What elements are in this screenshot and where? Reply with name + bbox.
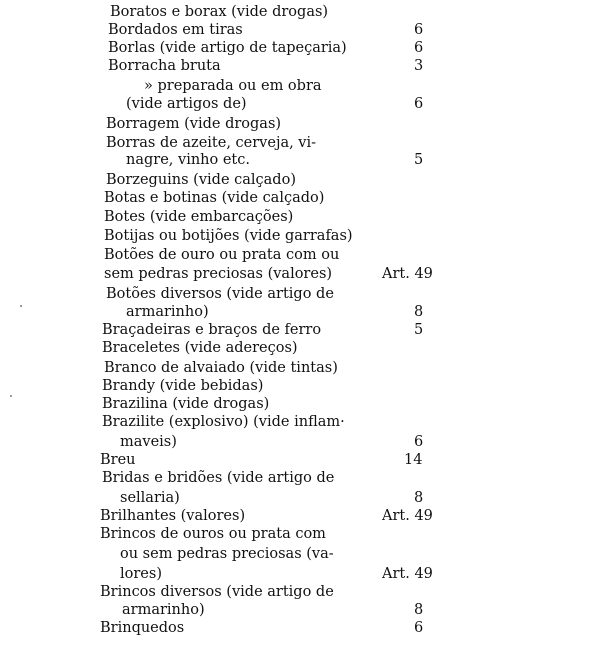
entry-value: 6 [414, 434, 424, 450]
entry-line: Brazilina (vide drogas) [102, 396, 270, 412]
dust-speck [20, 305, 22, 307]
entry-line: Brazilite (explosivo) (vide inflam· [102, 414, 345, 430]
entry-line: Brandy (vide bebidas) [102, 378, 264, 394]
entry-line: Borras de azeite, cerveja, vi- [106, 135, 317, 151]
entry-value: 5 [414, 152, 424, 168]
entry-line: Borzeguins (vide calçado) [106, 172, 296, 188]
entry-line: armarinho) [126, 304, 209, 320]
entry-value: 5 [414, 322, 424, 338]
entry-line: armarinho) [122, 602, 205, 618]
entry-line: Botas e botinas (vide calçado) [104, 190, 325, 206]
entry-line: » preparada ou em obra [144, 78, 322, 94]
entry-value: 6 [414, 40, 424, 56]
entry-line: Borracha bruta [108, 58, 221, 74]
entry-line: nagre, vinho etc. [126, 152, 250, 168]
entry-line: Botões diversos (vide artigo de [106, 286, 334, 302]
entry-line: Borragem (vide drogas) [106, 116, 282, 132]
entry-line: Borlas (vide artigo de tapeçaria) [108, 40, 347, 56]
entry-line: Bordados em tiras [108, 22, 243, 38]
entry-line: Brinquedos [100, 620, 185, 636]
entry-line: Botijas ou botijões (vide garrafas) [104, 228, 353, 244]
entry-line: Branco de alvaiado (vide tintas) [104, 360, 338, 376]
entry-line: Botões de ouro ou prata com ou [104, 247, 340, 263]
entry-value: 8 [414, 490, 424, 506]
entry-line: Braçadeiras e braços de ferro [102, 322, 322, 338]
dust-speck [10, 395, 12, 397]
entry-line: lores) [120, 566, 162, 582]
entry-line: Braceletes (vide adereços) [102, 340, 298, 356]
entry-line: Brilhantes (valores) [100, 508, 246, 524]
entry-line: Breu [100, 452, 136, 468]
entry-value: Art. 49 [382, 566, 433, 582]
entry-line: maveis) [120, 434, 177, 450]
entry-value: 6 [414, 96, 424, 112]
entry-line: Brincos diversos (vide artigo de [100, 584, 334, 600]
entry-value: 3 [414, 58, 424, 74]
entry-line: ou sem pedras preciosas (va- [120, 546, 334, 562]
entry-value: 8 [414, 304, 424, 320]
entry-value: 8 [414, 602, 424, 618]
entry-line: sellaria) [120, 490, 180, 506]
entry-value: 6 [414, 620, 424, 636]
entry-line: sem pedras preciosas (valores) [104, 266, 333, 282]
entry-value: Art. 49 [382, 266, 433, 282]
entry-line: Brincos de ouros ou prata com [100, 526, 326, 542]
entry-line: Botes (vide embarcações) [104, 209, 294, 225]
entry-value: 14 [404, 452, 423, 468]
entry-value: 6 [414, 22, 424, 38]
entry-value: Art. 49 [382, 508, 433, 524]
entry-line: (vide artigos de) [126, 96, 247, 112]
entry-line: Boratos e borax (vide drogas) [110, 4, 329, 20]
entry-line: Bridas e bridões (vide artigo de [102, 470, 335, 486]
